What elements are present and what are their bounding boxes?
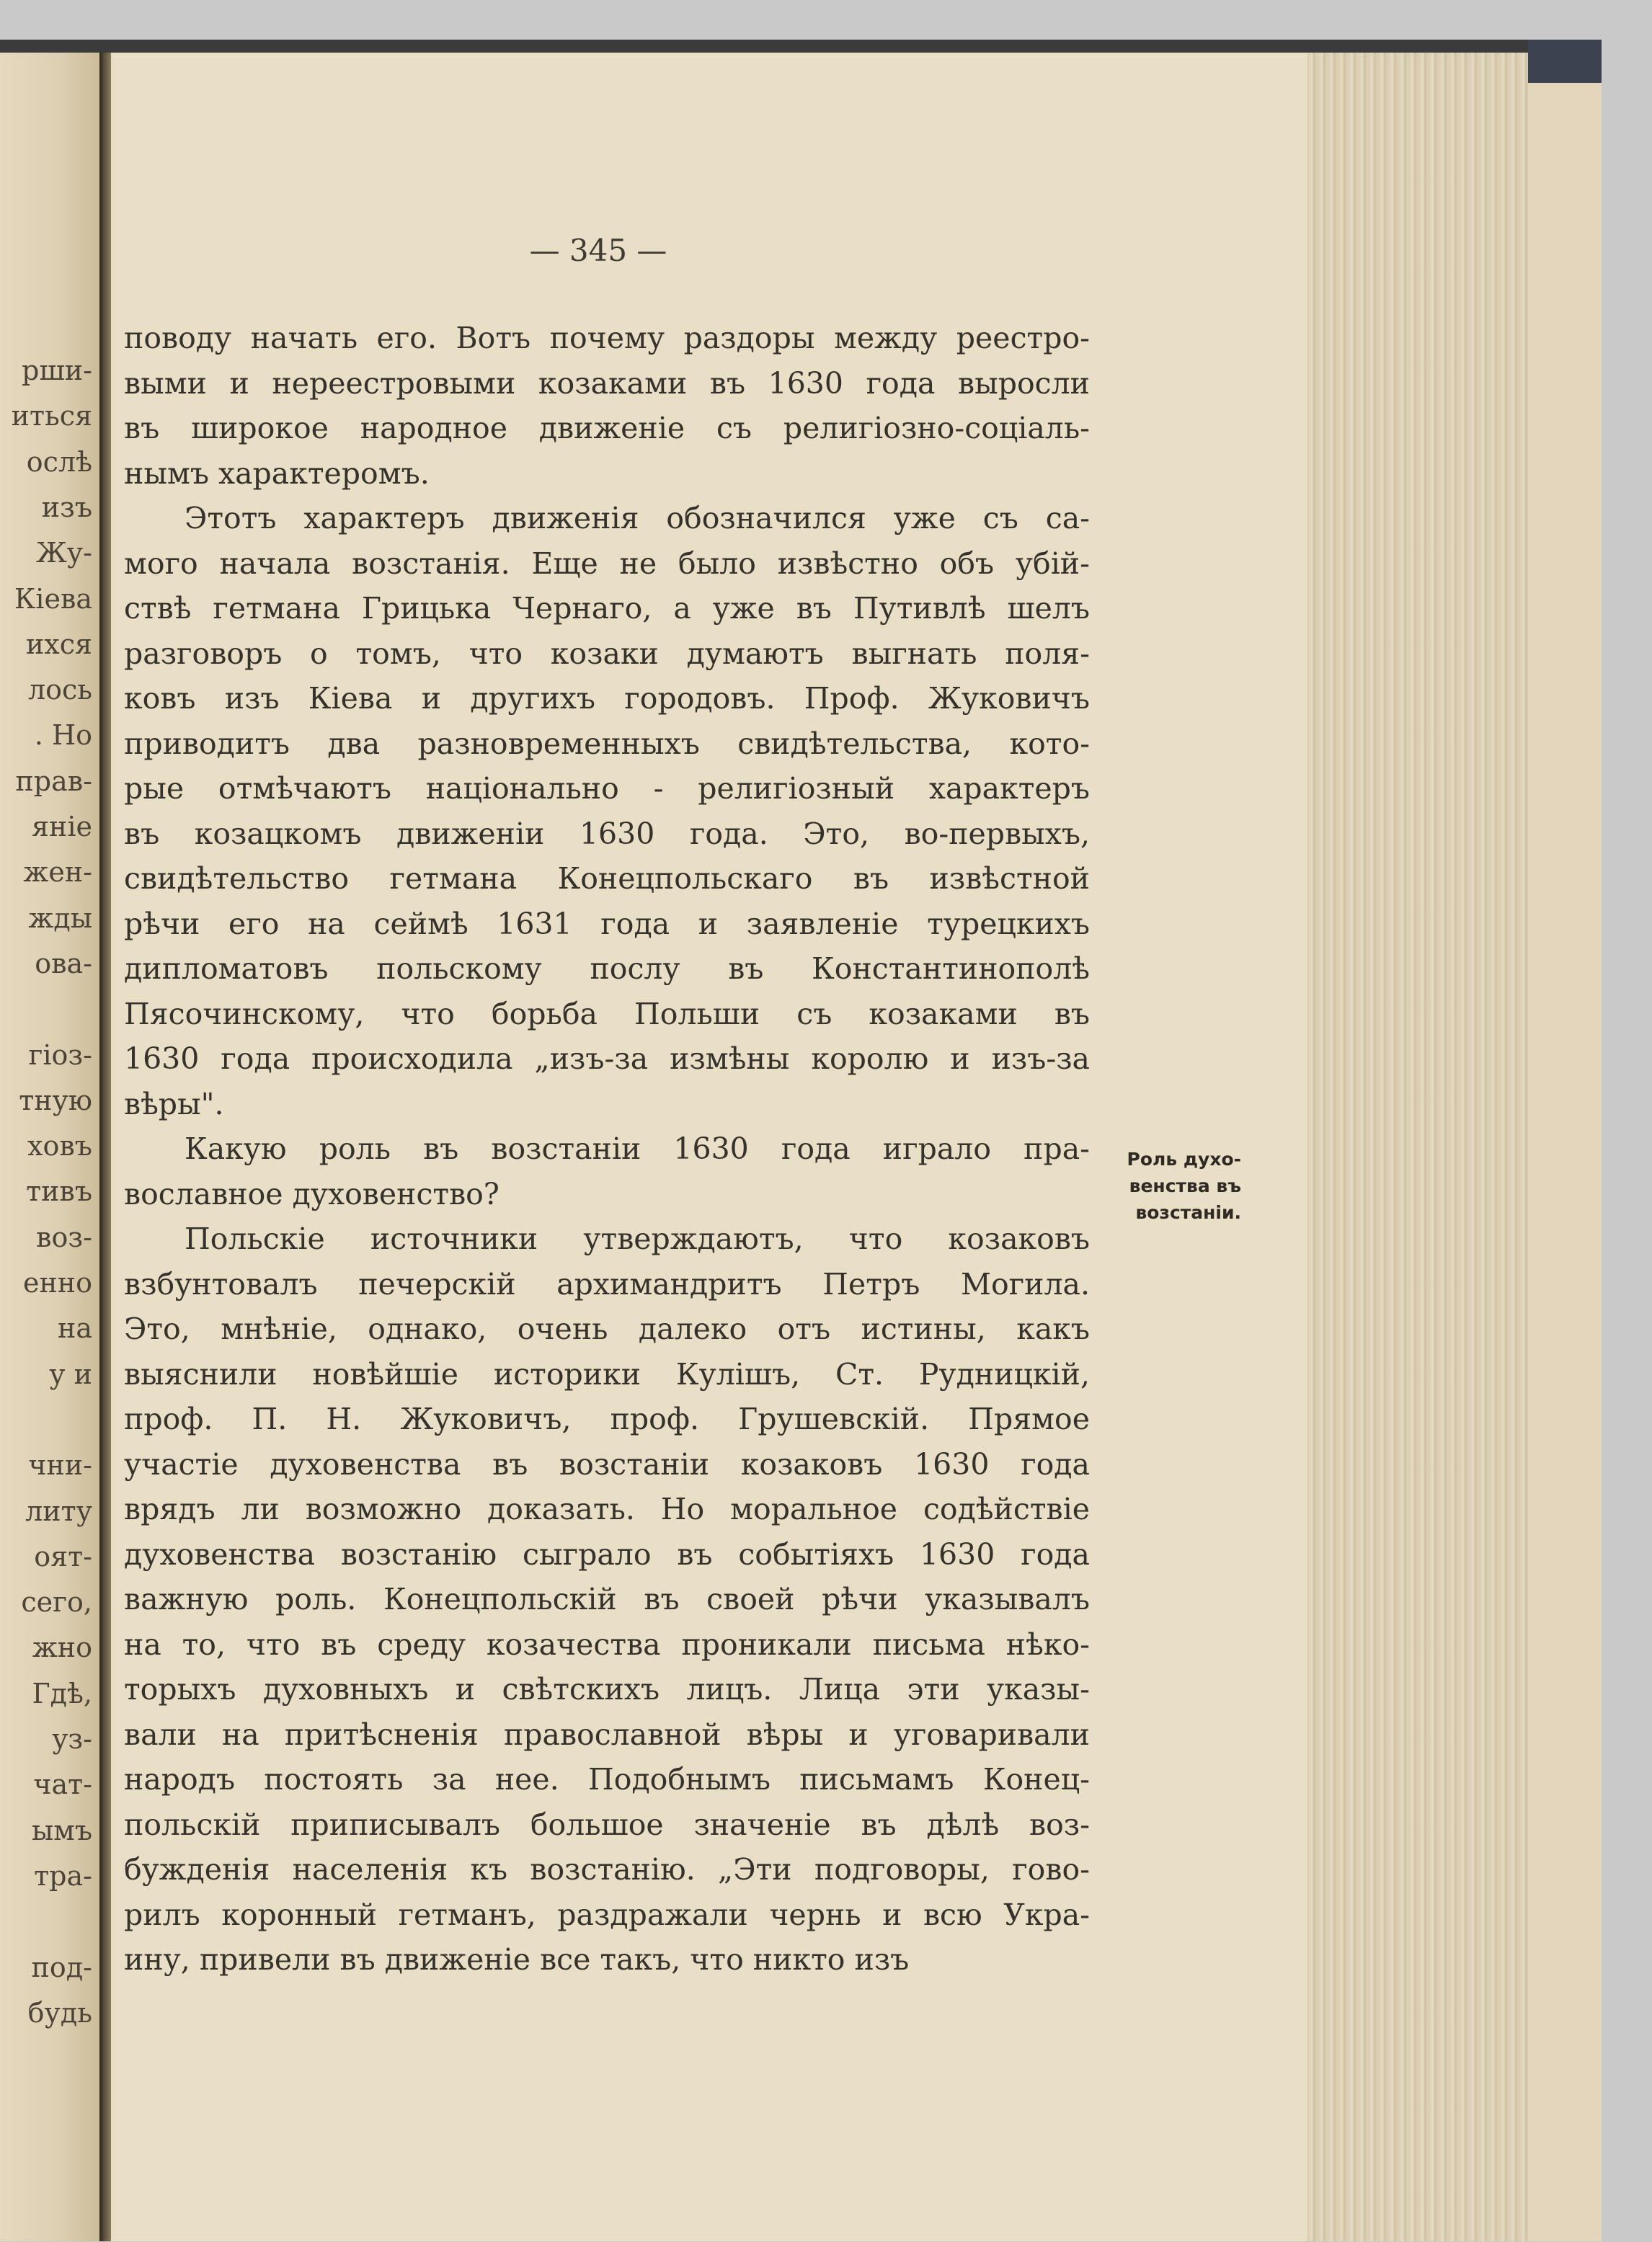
margin-note-line: возстаніи. xyxy=(1135,1202,1241,1223)
page-number: — 345 — xyxy=(529,233,667,268)
facing-page-line: ихся xyxy=(25,628,92,660)
text-line: бужденія населенія къ возстанію. „Эти подговоры, гово- xyxy=(124,1852,1090,1887)
margin-note-line: венства въ xyxy=(1129,1175,1241,1196)
text-line: 1630 года происходила „изъ-за измѣны королю и изъ-за xyxy=(124,1041,1090,1076)
text-line: въ широкое народное движеніе съ религіозно-соціаль- xyxy=(124,411,1090,445)
text-line: проф. П. Н. Жуковичъ, проф. Грушевскій. Прямое xyxy=(124,1402,1090,1436)
facing-page-line: тную xyxy=(19,1084,92,1116)
text-line: выяснили новѣйшіе историки Кулішъ, Ст. Рудницкій, xyxy=(124,1356,1090,1392)
facing-page-line: лось xyxy=(28,674,92,706)
text-line: взбунтовалъ печерскій архимандритъ Петръ Могила. xyxy=(124,1266,1090,1302)
facing-page-line: жно xyxy=(32,1632,92,1664)
facing-page-line: уз- xyxy=(52,1723,92,1755)
facing-page-line: воз- xyxy=(36,1221,92,1253)
facing-page-line: енно xyxy=(22,1267,92,1299)
text-line: Польскіе источники утверждаютъ, что козаковъ xyxy=(185,1222,1090,1256)
text-line: ствѣ гетмана Грицька Чернаго, а уже въ Путивлѣ шелъ xyxy=(124,591,1090,626)
page-block-edge xyxy=(1307,53,1528,2241)
facing-page-line: будь xyxy=(27,1996,92,2029)
text-line: Этотъ характеръ движенія обозначился уже съ са- xyxy=(185,501,1090,535)
text-line: участіе духовенства въ возстаніи козаковъ 1630 года xyxy=(124,1446,1090,1482)
facing-page-line: у и xyxy=(49,1358,92,1390)
text-line: вославное духовенство? xyxy=(124,1176,499,1211)
facing-page-line: ымъ xyxy=(32,1814,92,1846)
text-line: свидѣтельство гетмана Конецпольскаго въ извѣстной xyxy=(124,861,1090,896)
facing-page-line: чат- xyxy=(33,1769,92,1801)
facing-page-line: на xyxy=(58,1312,92,1345)
text-line: народъ постоять за нее. Подобнымъ письмамъ Конец- xyxy=(124,1762,1090,1797)
text-line: вали на притѣсненія православной вѣры и уговаривали xyxy=(124,1717,1090,1752)
text-line: дипломатовъ польскому послу въ Константинополѣ xyxy=(124,951,1090,986)
facing-page-line: оят- xyxy=(34,1540,92,1572)
text-line: поводу начать его. Вотъ почему раздоры между реестро- xyxy=(124,321,1090,355)
facing-page-line: изъ xyxy=(41,491,92,523)
margin-note xyxy=(1074,1146,1241,1226)
facing-page-line: литу xyxy=(25,1495,92,1527)
text-line: Какую роль въ возстаніи 1630 года играло пра- xyxy=(185,1131,1090,1166)
facing-page-line: иться xyxy=(11,400,92,432)
text-line: рые отмѣчаютъ національно - религіозный характеръ xyxy=(124,771,1090,806)
text-line: Это, мнѣніе, однако, очень далеко отъ истины, какъ xyxy=(124,1312,1090,1346)
text-line: ину, привели въ движеніе все такъ, что никто изъ xyxy=(124,1942,910,1977)
facing-page-line: сего, xyxy=(21,1586,92,1619)
facing-page-line: тивъ xyxy=(26,1175,92,1208)
text-line: разговоръ о томъ, что козаки думаютъ выгнать поля- xyxy=(124,636,1090,671)
facing-page-line: ова- xyxy=(35,947,92,979)
text-line: приводитъ два разновременныхъ свидѣтельства, кото- xyxy=(124,726,1090,761)
facing-page-line: рши- xyxy=(22,355,92,386)
scan-top-border xyxy=(0,40,1528,53)
text-line: польскій приписывалъ большое значеніе въ дѣлѣ воз- xyxy=(124,1807,1090,1842)
facing-page-line: чни- xyxy=(28,1449,92,1482)
facing-page-line: под- xyxy=(31,1951,92,1983)
facing-page-line: ослѣ xyxy=(26,445,92,478)
text-line: важную роль. Конецпольскій въ своей рѣчи указывалъ xyxy=(124,1582,1090,1616)
text-line: рѣчи его на сеймѣ 1631 года и заявленіе турецкихъ xyxy=(124,906,1090,941)
facing-page-line: ховъ xyxy=(27,1130,92,1162)
text-line: выми и нереестровыми козаками въ 1630 года выросли xyxy=(124,365,1090,401)
facing-page-line: прав- xyxy=(15,765,92,797)
text-line: духовенства возстанію сыграло въ событіяхъ 1630 года xyxy=(124,1536,1090,1572)
text-line: торыхъ духовныхъ и свѣтскихъ лицъ. Лица эти указы- xyxy=(124,1672,1090,1707)
text-line: Пясочинскому, что борьба Польши съ козаками въ xyxy=(124,996,1090,1031)
text-line: нымъ характеромъ. xyxy=(124,455,430,491)
text-line: ковъ изъ Кіева и другихъ городовъ. Проф. Жуковичъ xyxy=(124,681,1090,716)
text-line: рилъ коронный гетманъ, раздражали чернь и всю Укра- xyxy=(124,1897,1090,1932)
facing-page-line: жен- xyxy=(23,856,92,889)
facing-page-line: яніе xyxy=(32,811,92,842)
margin-note-line: Роль духо- xyxy=(1127,1149,1241,1170)
book-spine xyxy=(99,53,111,2241)
facing-page-line: жды xyxy=(28,902,92,934)
facing-page-line: Жу- xyxy=(36,537,92,569)
scan-corner-background xyxy=(1528,40,1602,83)
facing-page-line: Кіева xyxy=(14,582,92,615)
facing-page-line: тра- xyxy=(34,1859,92,1892)
text-line: врядъ ли возможно доказать. Но моральное содѣйствіе xyxy=(124,1492,1090,1526)
text-line: въ козацкомъ движеніи 1630 года. Это, во-первыхъ, xyxy=(124,816,1090,851)
facing-page-line: . Но xyxy=(34,719,92,752)
facing-page-line: Гдѣ, xyxy=(32,1677,92,1709)
text-line: мого начала возстанія. Еще не было извѣстно объ убій- xyxy=(124,546,1090,581)
text-line: вѣры". xyxy=(124,1086,224,1121)
page-body-text xyxy=(124,316,1090,1983)
text-line: на то, что въ среду козачества проникали письма нѣко- xyxy=(124,1627,1090,1662)
facing-page-fragment xyxy=(0,53,101,2241)
facing-page-line: гіоз- xyxy=(28,1038,92,1071)
